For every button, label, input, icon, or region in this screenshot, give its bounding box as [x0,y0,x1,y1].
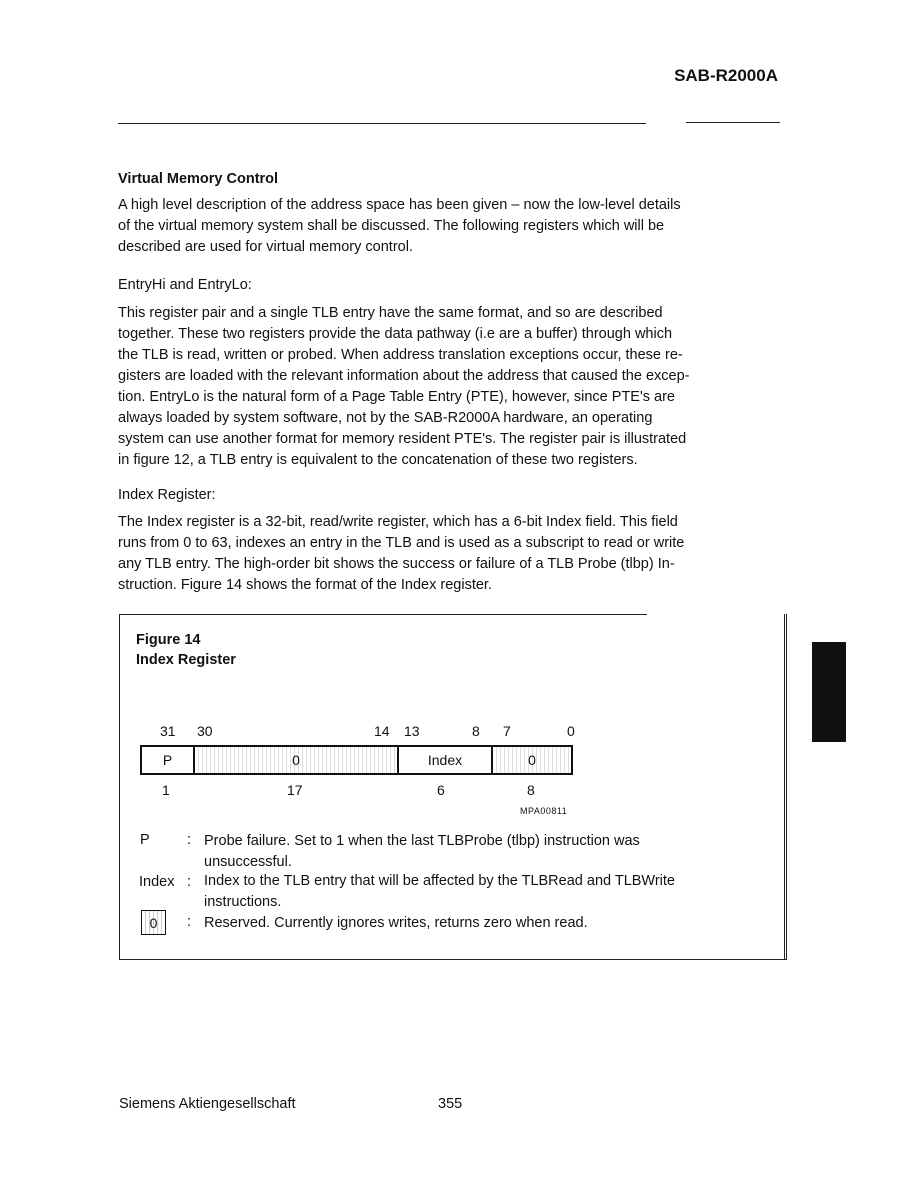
text-line: A high level description of the address space has been given – now the low-level details [118,197,681,213]
field-probe: P [140,745,195,775]
legend-separator: : [187,832,192,848]
subheading-index-register: Index Register: [118,487,216,503]
figure-number: Figure 14 [136,632,201,648]
text-line: in figure 12, a TLB entry is equivalent to the concatenation of these two registers. [118,452,638,468]
text-line: the TLB is read, written or probed. When address translation exceptions occur, these re- [118,347,683,363]
width-probe: 1 [162,782,170,798]
width-reserved-low: 8 [527,782,535,798]
figure-code: MPA00811 [520,806,568,816]
header-rule-right [686,122,780,123]
text-line: unsuccessful. [204,854,292,870]
text-line: instructions. [204,894,282,910]
text-line: system can use another format for memory resident PTE's. The register pair is illustrated [118,431,687,447]
bit-label-8: 8 [472,723,480,739]
bit-label-13: 13 [404,723,420,739]
header-rule-left [118,123,646,124]
bit-label-7: 7 [503,723,511,739]
text-line: of the virtual memory system shall be discussed. The following registers which will be [118,218,665,234]
figure-top-border [119,614,647,615]
document-title: SAB-R2000A [674,66,778,85]
text-line: Reserved. Currently ignores writes, returns zero when read. [204,915,588,931]
text-line: The Index register is a 32-bit, read/write register, which has a 6-bit Index field. This field [118,514,678,530]
text-line: Index to the TLB entry that will be affected by the TLBRead and TLBWrite [204,873,675,889]
width-index: 6 [437,782,445,798]
page-number: 355 [438,1096,463,1112]
entry-registers-paragraph [118,303,778,471]
legend-text-p [204,831,774,873]
legend-key-index: Index [139,874,175,890]
figure-title: Index Register [136,652,236,668]
legend-separator: : [187,914,192,930]
bit-label-30: 30 [197,723,213,739]
text-line: tion. EntryLo is the natural form of a Page Table Entry (PTE), however, since PTE's are [118,389,675,405]
figure-right-border [784,614,785,960]
text-line: struction. Figure 14 shows the format of the Index register. [118,577,492,593]
legend-text-reserved [204,913,774,934]
field-reserved-low: 0 [491,745,573,775]
legend-key-p: P [140,832,150,848]
subheading-entryhi-entrylo: EntryHi and EntryLo: [118,277,252,293]
text-line: described are used for virtual memory control. [118,239,413,255]
text-line: runs from 0 to 63, indexes an entry in the TLB and is used as a subscript to read or write [118,535,685,551]
field-index: Index [397,745,493,775]
text-line: any TLB entry. The high-order bit shows the success or failure of a TLB Probe (tlbp) In- [118,556,675,572]
text-line: gisters are loaded with the relevant information about the address that caused the excep- [118,368,690,384]
footer-company: Siemens Aktiengesellschaft [119,1096,296,1112]
legend-text-index [204,871,774,913]
section-heading: Virtual Memory Control [118,171,279,187]
section-tab-marker [812,642,846,742]
index-register-paragraph [118,512,778,596]
text-line: together. These two registers provide the data pathway (i.e are a buffer) through which [118,326,673,342]
text-line: This register pair and a single TLB entry have the same format, and so are described [118,305,663,321]
bit-label-14: 14 [374,723,390,739]
width-reserved-high: 17 [287,782,303,798]
reserved-field-icon: 0 [141,910,166,935]
text-line: always loaded by system software, not by the SAB-R2000A hardware, an operating [118,410,653,426]
text-line: Probe failure. Set to 1 when the last TLBProbe (tlbp) instruction was [204,833,640,849]
field-reserved-high: 0 [193,745,399,775]
bit-label-0: 0 [567,723,575,739]
bit-label-31: 31 [160,723,176,739]
legend-separator: : [187,874,192,890]
intro-paragraph [118,195,778,258]
